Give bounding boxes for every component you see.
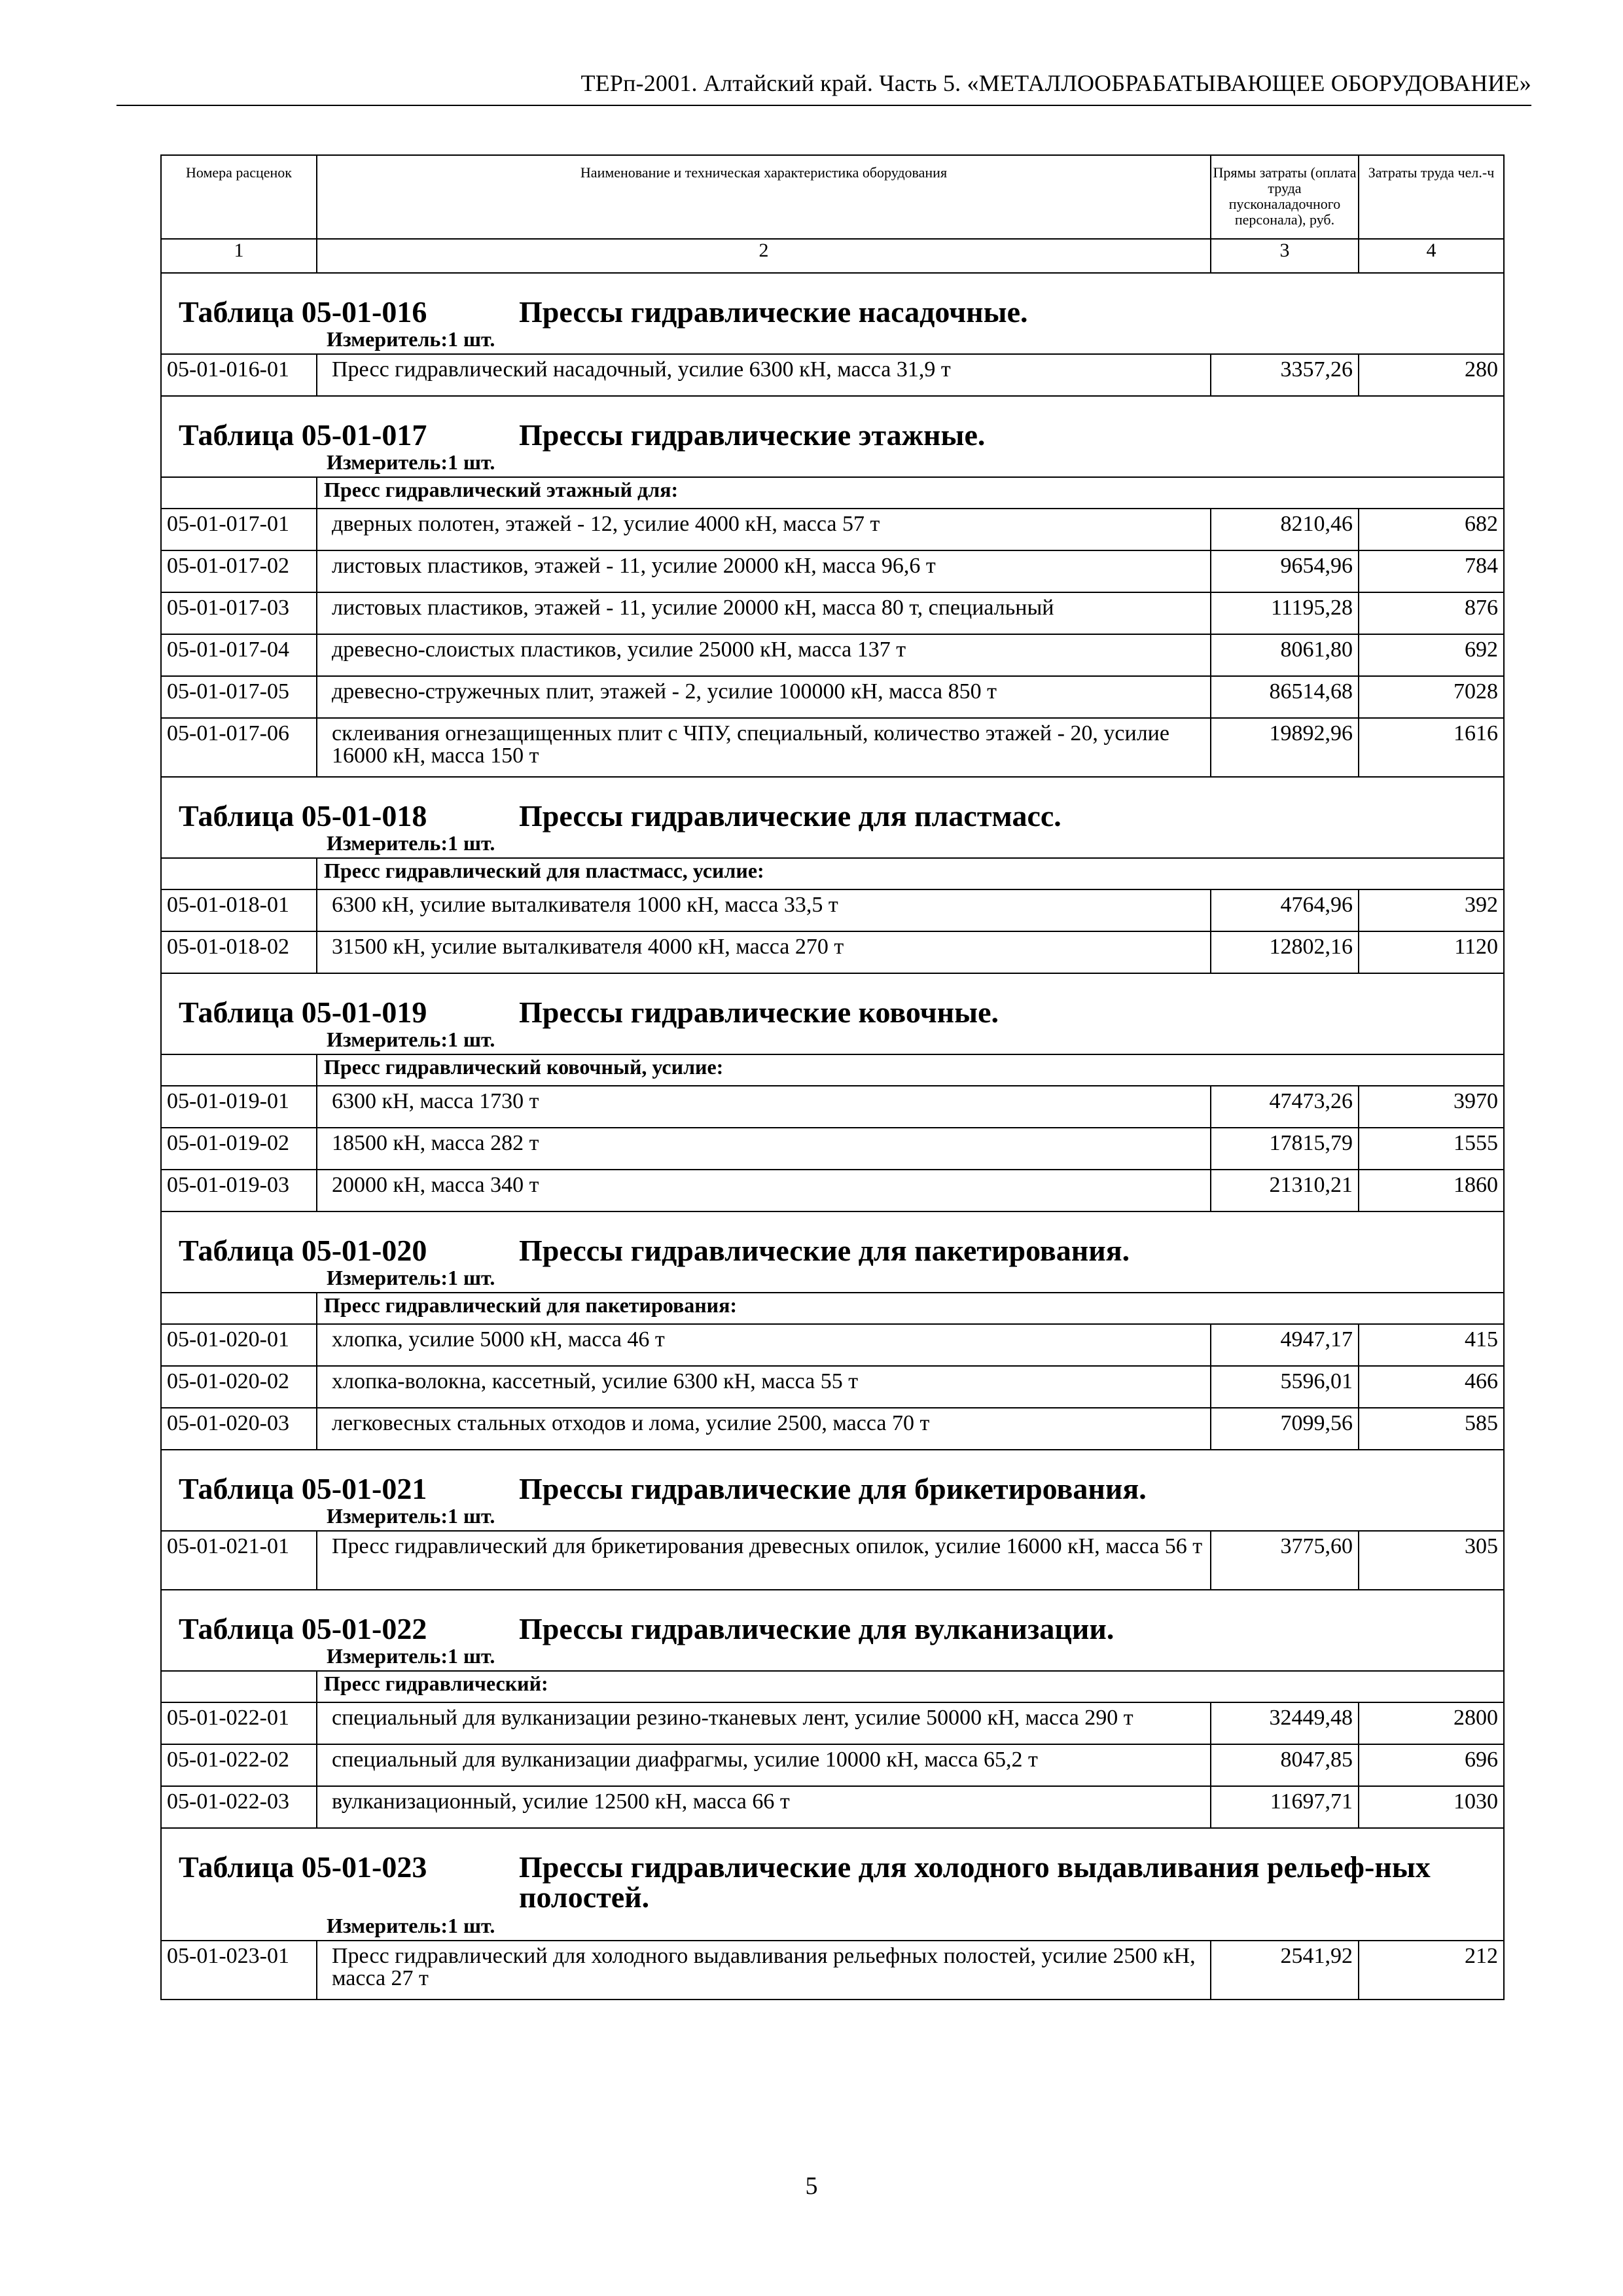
direct-cost: 86514,68: [1211, 676, 1359, 718]
section-unit: Измеритель:1 шт.: [327, 1028, 495, 1051]
direct-cost: 3775,60: [1211, 1531, 1359, 1590]
column-header-codes: Номера расценок: [161, 155, 317, 239]
section-title: Прессы гидравлические насадочные.: [519, 295, 1028, 329]
rate-code: 05-01-019-01: [161, 1086, 317, 1128]
subheader-row: [161, 477, 1504, 509]
equipment-description: специальный для вулканизации резино-тканевых лент, усилие 50000 кН, масса 290 т: [317, 1702, 1211, 1744]
rate-code: 05-01-020-03: [161, 1408, 317, 1450]
section-unit: Измеритель:1 шт.: [327, 327, 495, 351]
equipment-description: Пресс гидравлический для холодного выдавливания рельефных полостей, усилие 2500 кН, масса 27 т: [317, 1941, 1211, 2000]
section-header-row: [161, 1828, 1504, 1941]
section-header: [161, 1590, 1504, 1671]
subheader-empty-cell: [161, 1293, 317, 1324]
direct-cost: 21310,21: [1211, 1170, 1359, 1211]
equipment-description: листовых пластиков, этажей - 11, усилие 20000 кН, масса 80 т, специальный: [317, 592, 1211, 634]
labor-cost: 305: [1359, 1531, 1504, 1590]
rate-code: 05-01-017-03: [161, 592, 317, 634]
direct-cost: 11195,28: [1211, 592, 1359, 634]
direct-cost: 8047,85: [1211, 1744, 1359, 1786]
direct-cost: 7099,56: [1211, 1408, 1359, 1450]
section-code: Таблица 05-01-016: [179, 295, 427, 329]
table-row: [161, 676, 1504, 718]
section-title: Прессы гидравлические для вулканизации.: [519, 1612, 1115, 1645]
direct-cost: 4764,96: [1211, 889, 1359, 931]
running-header: ТЕРп-2001. Алтайский край. Часть 5. «МЕТАЛЛООБРАБАТЫВАЮЩЕЕ ОБОРУДОВАНИЕ»: [580, 70, 1531, 96]
rate-code: 05-01-018-02: [161, 931, 317, 973]
section-header: [161, 1211, 1504, 1293]
equipment-description: Пресс гидравлический для брикетирования древесных опилок, усилие 16000 кН, масса 56 т: [317, 1531, 1211, 1590]
rate-code: 05-01-017-05: [161, 676, 317, 718]
table-row: [161, 1531, 1504, 1590]
direct-cost: 17815,79: [1211, 1128, 1359, 1170]
rate-code: 05-01-017-04: [161, 634, 317, 676]
direct-cost: 32449,48: [1211, 1702, 1359, 1744]
rate-code: 05-01-023-01: [161, 1941, 317, 2000]
direct-cost: 2541,92: [1211, 1941, 1359, 2000]
table-row: [161, 931, 1504, 973]
table-row: [161, 889, 1504, 931]
section-header-row: [161, 777, 1504, 858]
table-row: [161, 1366, 1504, 1408]
direct-cost: 8061,80: [1211, 634, 1359, 676]
labor-cost: 1030: [1359, 1786, 1504, 1828]
equipment-description: 31500 кН, усилие выталкивателя 4000 кН, масса 270 т: [317, 931, 1211, 973]
labor-cost: 1120: [1359, 931, 1504, 973]
rate-code: 05-01-019-03: [161, 1170, 317, 1211]
equipment-description: хлопка-волокна, кассетный, усилие 6300 кН, масса 55 т: [317, 1366, 1211, 1408]
section-unit: Измеритель:1 шт.: [327, 1644, 495, 1668]
section-header-row: [161, 1590, 1504, 1671]
direct-cost: 9654,96: [1211, 550, 1359, 592]
section-code: Таблица 05-01-022: [179, 1612, 427, 1645]
section-title: Прессы гидравлические этажные.: [519, 418, 986, 452]
table-row: [161, 592, 1504, 634]
labor-cost: 1555: [1359, 1128, 1504, 1170]
section-header-row: [161, 273, 1504, 354]
column-number-2: 2: [317, 239, 1211, 273]
equipment-description: специальный для вулканизации диафрагмы, усилие 10000 кН, масса 65,2 т: [317, 1744, 1211, 1786]
subheader-row: [161, 1671, 1504, 1702]
section-header: [161, 973, 1504, 1054]
equipment-description: древесно-стружечных плит, этажей - 2, усилие 100000 кН, масса 850 т: [317, 676, 1211, 718]
labor-cost: 1860: [1359, 1170, 1504, 1211]
column-header-labor: Затраты труда чел.-ч: [1359, 155, 1504, 239]
table-row: [161, 1170, 1504, 1211]
labor-cost: 692: [1359, 634, 1504, 676]
rate-code: 05-01-017-01: [161, 509, 317, 550]
section-code: Таблица 05-01-023: [179, 1850, 427, 1884]
section-header: [161, 777, 1504, 858]
equipment-description: 20000 кН, масса 340 т: [317, 1170, 1211, 1211]
labor-cost: 3970: [1359, 1086, 1504, 1128]
labor-cost: 466: [1359, 1366, 1504, 1408]
labor-cost: 682: [1359, 509, 1504, 550]
rate-code: 05-01-021-01: [161, 1531, 317, 1590]
rate-code: 05-01-017-02: [161, 550, 317, 592]
section-code: Таблица 05-01-021: [179, 1472, 427, 1505]
direct-cost: 5596,01: [1211, 1366, 1359, 1408]
labor-cost: 415: [1359, 1324, 1504, 1366]
labor-cost: 2800: [1359, 1702, 1504, 1744]
rate-code: 05-01-020-01: [161, 1324, 317, 1366]
direct-cost: 8210,46: [1211, 509, 1359, 550]
equipment-description: 18500 кН, масса 282 т: [317, 1128, 1211, 1170]
subheader-empty-cell: [161, 477, 317, 509]
equipment-description: склеивания огнезащищенных плит с ЧПУ, специальный, количество этажей - 20, усилие 16000 кН, масса 150 т: [317, 718, 1211, 777]
direct-cost: 47473,26: [1211, 1086, 1359, 1128]
section-code: Таблица 05-01-020: [179, 1234, 427, 1267]
subheader-label: Пресс гидравлический:: [317, 1671, 1504, 1702]
equipment-description: древесно-слоистых пластиков, усилие 25000 кН, масса 137 т: [317, 634, 1211, 676]
section-header: [161, 396, 1504, 477]
rate-code: 05-01-017-06: [161, 718, 317, 777]
section-header: [161, 1828, 1504, 1941]
section-unit: Измеритель:1 шт.: [327, 1266, 495, 1289]
table-row: [161, 634, 1504, 676]
header-rule: [116, 105, 1531, 106]
rate-code: 05-01-022-03: [161, 1786, 317, 1828]
section-unit: Измеритель:1 шт.: [327, 831, 495, 855]
table-row: [161, 509, 1504, 550]
subheader-label: Пресс гидравлический этажный для:: [317, 477, 1504, 509]
rate-code: 05-01-022-01: [161, 1702, 317, 1744]
labor-cost: 392: [1359, 889, 1504, 931]
section-title: Прессы гидравлические для пластмасс.: [519, 799, 1061, 833]
equipment-description: листовых пластиков, этажей - 11, усилие 20000 кН, масса 96,6 т: [317, 550, 1211, 592]
table-row: [161, 1324, 1504, 1366]
section-header-row: [161, 1450, 1504, 1531]
table-row: [161, 1128, 1504, 1170]
column-number-4: 4: [1359, 239, 1504, 273]
labor-cost: 784: [1359, 550, 1504, 592]
labor-cost: 280: [1359, 354, 1504, 396]
direct-cost: 11697,71: [1211, 1786, 1359, 1828]
section-unit: Измеритель:1 шт.: [327, 450, 495, 474]
table-row: [161, 1744, 1504, 1786]
column-number-row: [161, 239, 1504, 273]
subheader-label: Пресс гидравлический ковочный, усилие:: [317, 1054, 1504, 1086]
direct-cost: 19892,96: [1211, 718, 1359, 777]
equipment-description: Пресс гидравлический насадочный, усилие 6300 кН, масса 31,9 т: [317, 354, 1211, 396]
column-header-cost: Прямы затраты (оплата труда пусконаладочного персонала), руб.: [1211, 155, 1359, 239]
table-row: [161, 1702, 1504, 1744]
labor-cost: 585: [1359, 1408, 1504, 1450]
rate-code: 05-01-022-02: [161, 1744, 317, 1786]
direct-cost: 12802,16: [1211, 931, 1359, 973]
section-header-row: [161, 1211, 1504, 1293]
column-number-3: 3: [1211, 239, 1359, 273]
direct-cost: 3357,26: [1211, 354, 1359, 396]
section-header-row: [161, 396, 1504, 477]
subheader-row: [161, 1054, 1504, 1086]
column-header-row: [161, 155, 1504, 239]
section-code: Таблица 05-01-017: [179, 418, 427, 452]
subheader-empty-cell: [161, 858, 317, 889]
rate-code: 05-01-018-01: [161, 889, 317, 931]
column-header-name: Наименование и техническая характеристика оборудования: [317, 155, 1211, 239]
labor-cost: 696: [1359, 1744, 1504, 1786]
section-code: Таблица 05-01-019: [179, 996, 427, 1029]
subheader-row: [161, 1293, 1504, 1324]
section-code: Таблица 05-01-018: [179, 799, 427, 833]
labor-cost: 876: [1359, 592, 1504, 634]
section-title: Прессы гидравлические ковочные.: [519, 996, 999, 1029]
table-row: [161, 1786, 1504, 1828]
table-row: [161, 550, 1504, 592]
subheader-empty-cell: [161, 1671, 317, 1702]
table-row: [161, 718, 1504, 777]
rate-code: 05-01-016-01: [161, 354, 317, 396]
labor-cost: 1616: [1359, 718, 1504, 777]
equipment-description: дверных полотен, этажей - 12, усилие 4000 кН, масса 57 т: [317, 509, 1211, 550]
section-header: [161, 273, 1504, 354]
labor-cost: 212: [1359, 1941, 1504, 2000]
equipment-description: 6300 кН, масса 1730 т: [317, 1086, 1211, 1128]
equipment-description: хлопка, усилие 5000 кН, масса 46 т: [317, 1324, 1211, 1366]
section-title: Прессы гидравлические для брикетирования.: [519, 1472, 1147, 1505]
equipment-description: 6300 кН, усилие выталкивателя 1000 кН, масса 33,5 т: [317, 889, 1211, 931]
equipment-description: легковесных стальных отходов и лома, усилие 2500, масса 70 т: [317, 1408, 1211, 1450]
section-unit: Измеритель:1 шт.: [327, 1504, 495, 1528]
subheader-row: [161, 858, 1504, 889]
direct-cost: 4947,17: [1211, 1324, 1359, 1366]
table-row: [161, 354, 1504, 396]
table-row: [161, 1086, 1504, 1128]
subheader-empty-cell: [161, 1054, 317, 1086]
column-number-1: 1: [161, 239, 317, 273]
price-table: [160, 154, 1505, 2000]
section-unit: Измеритель:1 шт.: [327, 1914, 495, 1937]
section-title: Прессы гидравлические для холодного выдавливания рельеф-ных полостей.: [519, 1850, 1431, 1914]
rate-code: 05-01-019-02: [161, 1128, 317, 1170]
section-header: [161, 1450, 1504, 1531]
table-row: [161, 1408, 1504, 1450]
section-title: Прессы гидравлические для пакетирования.: [519, 1234, 1130, 1267]
rate-code: 05-01-020-02: [161, 1366, 317, 1408]
labor-cost: 7028: [1359, 676, 1504, 718]
subheader-label: Пресс гидравлический для пластмасс, усилие:: [317, 858, 1504, 889]
equipment-description: вулканизационный, усилие 12500 кН, масса 66 т: [317, 1786, 1211, 1828]
subheader-label: Пресс гидравлический для пакетирования:: [317, 1293, 1504, 1324]
table-row: [161, 1941, 1504, 2000]
section-header-row: [161, 973, 1504, 1054]
page-number: 5: [805, 2172, 818, 2200]
